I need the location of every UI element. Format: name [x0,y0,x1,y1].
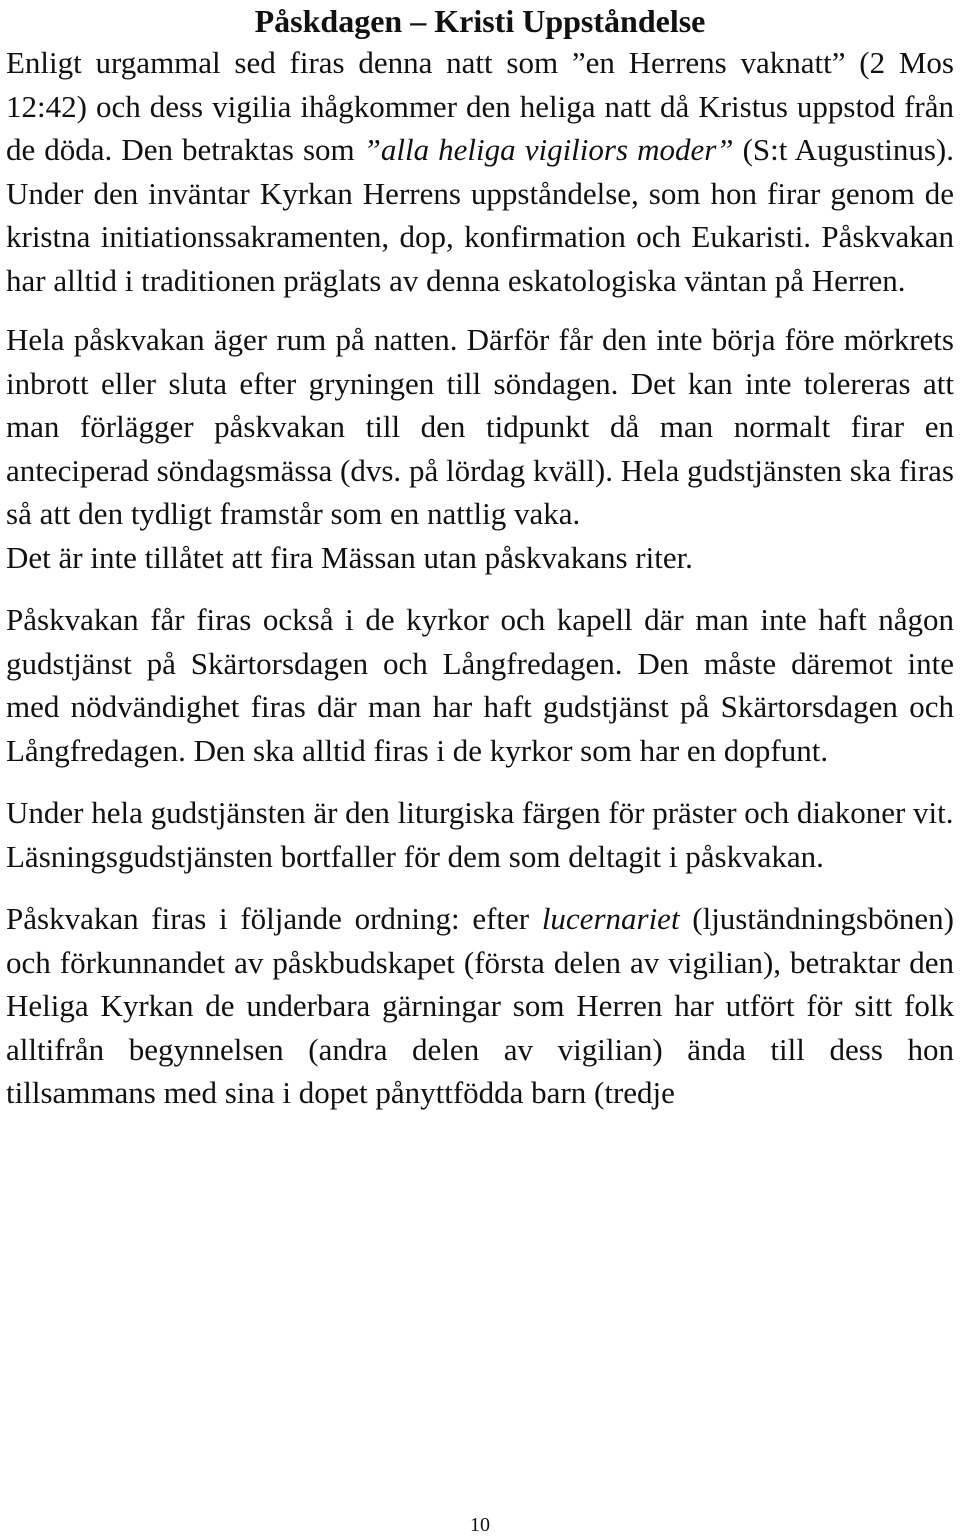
paragraph-text: (ljuständningsbönen) och förkunnandet av påskbudskapet (första delen av vigilian), betraktar den Heliga Kyrkan de underbara gärningar som Herren har utfört för sitt folk alltifrån begynnelsen (andra delen av vigilian) ända till dess hon tillsammans med sina i dopet pånyttfödda barn (tredje [6,901,954,1110]
paragraph-reading-service: Läsningsgudstjänsten bortfaller för dem som deltagit i påskvakan. [6,838,824,874]
paragraph-vigil-origin [6,41,954,302]
quoted-phrase: ”alla heliga vigiliors moder” [363,132,734,167]
paragraph-text: Påskvakan firas i följande ordning: efter [6,901,542,936]
paragraph-night-vigil: Hela påskvakan äger rum på natten. Därför får den inte börja före mörkrets inbrott eller sluta efter gryningen till söndagen. Det kan inte tolereras att man förlägger påskvakan till den tidpunkt då man normalt firar en anteciperad söndagsmässa (dvs. på lördag kväll). Hela gudstjänsten ska firas så att den tydligt framstår som en nattlig vaka. [6,322,954,531]
paragraph-order [6,897,954,1115]
paragraph-churches: Påskvakan får firas också i de kyrkor och kapell där man inte haft någon gudstjänst på Skärtorsdagen och Långfredagen. Den måste däremot inte med nödvändighet firas där man har haft gudstjänst på Skärtorsdagen och Långfredagen. Den ska alltid firas i de kyrkor som har en dopfunt. [6,602,954,768]
paragraph-text: (S:t Augustinus). Under den inväntar Kyrkan Herrens uppståndelse, som hon firar genom de kristna initiationssakramenten, dop, konfirmation och Eukaristi. Påskvakan har alltid i traditionen präglats av denna eskatologiska väntan på Herren. [6,132,954,298]
paragraph-mass-rule: Det är inte tillåtet att fira Mässan utan påskvakans riter. [6,539,693,575]
italic-term: lucernariet [541,901,680,936]
document-page [6,0,954,1115]
page-number: 10 [470,1514,490,1536]
paragraph-liturgical-color: Under hela gudstjänsten är den liturgiska färgen för präster och diakoner vit. [6,795,954,830]
paragraph-text: Enligt urgammal sed firas denna natt som ”en Herrens vaknatt” (2 Mos 12:42) och dess vigilia ihågkommer den heliga natt då Kristus uppstod från de döda. Den betraktas som [6,45,954,167]
page-title: Påskdagen – Kristi Uppståndelse [254,3,706,39]
